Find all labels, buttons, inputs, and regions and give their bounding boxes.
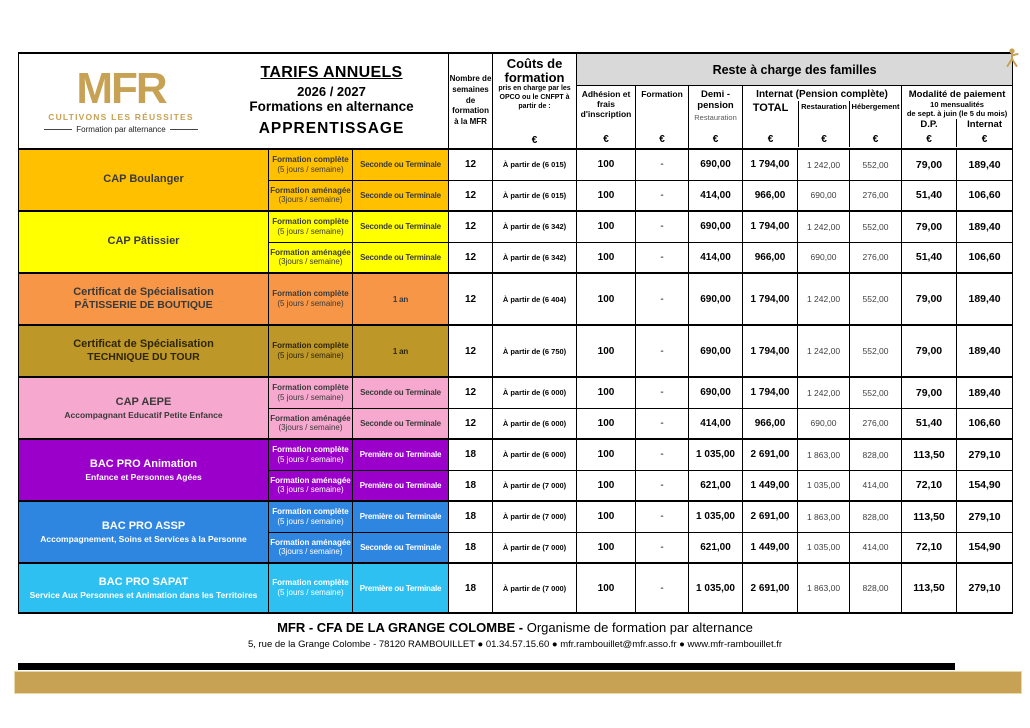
formation-fee-cell: -: [636, 149, 689, 180]
dash-right: [170, 129, 198, 130]
level-cell: Première ou Terminale: [353, 470, 449, 501]
course-subtitle: Accompagnement, Soins et Services à la Personne: [40, 533, 247, 544]
internat-hebergement-cell: 414,00: [850, 470, 902, 501]
internat-hebergement-cell: 828,00: [850, 439, 902, 470]
course-subtitle: PÂTISSERIE DE BOUTIQUE: [74, 299, 213, 312]
adhesion-cell: 100: [577, 149, 636, 180]
adhesion-cell: 100: [577, 408, 636, 439]
internat-total-cell: 966,00: [743, 242, 798, 273]
demi-pension-cell: 690,00: [689, 149, 743, 180]
level-cell: Seconde ou Terminale: [353, 377, 449, 408]
course-subtitle: Enfance et Personnes Agées: [85, 471, 202, 482]
formation-type-sub: (3jours / semaine): [278, 195, 343, 205]
formation-type-cell: [269, 408, 353, 439]
internat-monthly-cell: 189,40: [957, 273, 1013, 325]
euro-sign: €: [603, 134, 609, 146]
formation-fee-cell: -: [636, 532, 689, 563]
formation-fee-cell: -: [636, 408, 689, 439]
level-cell: Première ou Terminale: [353, 501, 449, 532]
internat-total-col: [743, 101, 798, 147]
internat-restauration-cell: 1 035,00: [798, 532, 850, 563]
dp-col: [902, 119, 956, 147]
formation-type-title: Formation complète: [272, 507, 349, 517]
adhesion-cell: 100: [577, 325, 636, 377]
cost-cell: À partir de (6 404): [493, 273, 577, 325]
table-row: [19, 501, 1013, 532]
title-years: 2026 / 2027: [297, 84, 366, 99]
internat-restauration-col: [798, 101, 849, 147]
demi-pension-cell: 1 035,00: [689, 439, 743, 470]
internat-hebergement-cell: 276,00: [850, 180, 902, 211]
formation-fee-cell: -: [636, 325, 689, 377]
table-row: [19, 377, 1013, 408]
internat-hebergement-cell: 276,00: [850, 242, 902, 273]
dp-monthly-cell: 79,00: [902, 149, 957, 180]
demi-pension-header-label: Demi - pension: [697, 89, 734, 112]
demi-pension-cell: 414,00: [689, 242, 743, 273]
table-row: [19, 211, 1013, 242]
internat-monthly-cell: 106,60: [957, 242, 1013, 273]
weeks-cell: 18: [449, 501, 493, 532]
logo-subtitle: [44, 125, 197, 134]
paiement-header-sub2: de sept. à juin (le 5 du mois): [906, 109, 1008, 119]
internat-restauration-label: Restauration: [801, 102, 847, 112]
formation-type-title: Formation aménagée: [270, 413, 351, 423]
adhesion-header: [577, 86, 636, 149]
level-cell: Seconde ou Terminale: [353, 242, 449, 273]
formation-fee-cell: -: [636, 273, 689, 325]
weeks-cell: 12: [449, 211, 493, 242]
formation-type-title: Formation complète: [272, 289, 349, 299]
internat-restauration-cell: 690,00: [798, 408, 850, 439]
internat-total-cell: 966,00: [743, 180, 798, 211]
costs-header: [493, 53, 577, 149]
formation-type-cell: [269, 325, 353, 377]
course-cell: [19, 325, 269, 377]
course-name: CAP AEPE: [115, 395, 172, 408]
dp-monthly-cell: 51,40: [902, 242, 957, 273]
internat-restauration-cell: 1 863,00: [798, 563, 850, 613]
demi-pension-cell: 1 035,00: [689, 501, 743, 532]
formation-type-sub: (5 jours / semaine): [277, 392, 344, 402]
formation-fee-cell: -: [636, 470, 689, 501]
cost-cell: À partir de (7 000): [493, 532, 577, 563]
mfr-logo: [23, 64, 219, 134]
formation-type-title: Formation complète: [272, 445, 349, 455]
cost-cell: À partir de (6 342): [493, 242, 577, 273]
level-cell: Première ou Terminale: [353, 439, 449, 470]
course-cell: [19, 563, 269, 613]
internat-total-label: TOTAL: [752, 102, 789, 115]
course-cell: [19, 273, 269, 325]
internat-hebergement-cell: 552,00: [850, 325, 902, 377]
adhesion-cell: 100: [577, 242, 636, 273]
internat-total-cell: 2 691,00: [743, 501, 798, 532]
course-name: CAP Boulanger: [103, 173, 184, 186]
weeks-cell: 12: [449, 149, 493, 180]
footer-address: 5, rue de la Grange Colombe - 78120 RAMBOUILLET ● 01.34.57.15.60 ● mfr.rambouillet@mfr.asso.fr ● www.mfr-rambouillet.fr: [247, 639, 783, 650]
formation-type-sub: (5 jours / semaine): [277, 226, 344, 236]
internat-paiement-col: [956, 119, 1012, 147]
cost-cell: À partir de (7 000): [493, 470, 577, 501]
internat-total-cell: 2 691,00: [743, 563, 798, 613]
formation-type-sub: (5 jours / semaine): [277, 299, 344, 308]
title-block: [19, 53, 449, 149]
cost-cell: À partir de (6 750): [493, 325, 577, 377]
logo-subtitle-text: Formation par alternance: [76, 124, 166, 134]
formation-type-title: Formation aménagée: [270, 537, 351, 547]
formation-type-title: Formation complète: [272, 341, 349, 351]
internat-monthly-cell: 154,90: [957, 532, 1013, 563]
mfr-logo-text: MFR: [76, 64, 166, 114]
internat-monthly-cell: 279,10: [957, 501, 1013, 532]
formation-type-cell: [269, 273, 353, 325]
internat-restauration-cell: 1 863,00: [798, 501, 850, 532]
weeks-cell: 18: [449, 439, 493, 470]
page-title: [219, 64, 444, 138]
internat-monthly-cell: 189,40: [957, 149, 1013, 180]
formation-fee-cell: -: [636, 377, 689, 408]
internat-total-cell: 966,00: [743, 408, 798, 439]
dp-monthly-cell: 79,00: [902, 377, 957, 408]
formation-type-cell: [269, 563, 353, 613]
dp-monthly-cell: 79,00: [902, 273, 957, 325]
black-bar: [18, 663, 955, 670]
adhesion-header-label: Adhésion et frais d'inscription: [580, 89, 632, 120]
formation-type-title: Formation complète: [272, 155, 349, 165]
demi-pension-cell: 690,00: [689, 377, 743, 408]
formation-type-sub: (5 jours / semaine): [277, 164, 344, 174]
formation-fee-cell: -: [636, 501, 689, 532]
demi-pension-cell: 414,00: [689, 408, 743, 439]
adhesion-cell: 100: [577, 439, 636, 470]
internat-restauration-cell: 690,00: [798, 242, 850, 273]
level-cell: Seconde ou Terminale: [353, 211, 449, 242]
course-cell: [19, 211, 269, 273]
footer-org-rest: Organisme de formation par alternance: [526, 620, 753, 635]
formation-type-sub: (5 jours / semaine): [277, 588, 344, 597]
cost-cell: À partir de (6 000): [493, 439, 577, 470]
dp-label: D.P.: [920, 119, 938, 131]
internat-total-cell: 1 449,00: [743, 470, 798, 501]
dp-monthly-cell: 79,00: [902, 211, 957, 242]
level-cell: Seconde ou Terminale: [353, 180, 449, 211]
course-name: BAC PRO SAPAT: [98, 575, 189, 588]
demi-pension-cell: 690,00: [689, 325, 743, 377]
cost-cell: À partir de (6 342): [493, 211, 577, 242]
formation-type-cell: [269, 149, 353, 180]
internat-hebergement-label: Hébergement: [851, 102, 900, 112]
weeks-cell: 18: [449, 563, 493, 613]
dash-left: [44, 129, 72, 130]
dp-monthly-cell: 51,40: [902, 180, 957, 211]
paiement-header-title: Modalité de paiement: [908, 89, 1006, 101]
euro-sign: €: [981, 134, 988, 146]
table-row: [19, 273, 1013, 325]
internat-monthly-cell: 154,90: [957, 470, 1013, 501]
adhesion-cell: 100: [577, 273, 636, 325]
cost-cell: À partir de (7 000): [493, 563, 577, 613]
weeks-cell: 18: [449, 532, 493, 563]
euro-sign: €: [872, 134, 879, 146]
dp-monthly-cell: 72,10: [902, 532, 957, 563]
course-subtitle: TECHNIQUE DU TOUR: [87, 351, 200, 364]
paiement-header: [902, 86, 1013, 149]
adhesion-cell: 100: [577, 180, 636, 211]
dp-monthly-cell: 51,40: [902, 408, 957, 439]
cost-cell: À partir de (7 000): [493, 501, 577, 532]
formation-type-sub: (5 jours / semaine): [277, 454, 344, 464]
internat-restauration-cell: 1 242,00: [798, 273, 850, 325]
course-subtitle: Service Aux Personnes et Animation dans les Territoires: [29, 589, 258, 600]
adhesion-cell: 100: [577, 377, 636, 408]
internat-hebergement-cell: 552,00: [850, 377, 902, 408]
formation-type-title: Formation complète: [272, 217, 349, 227]
internat-monthly-cell: 106,60: [957, 408, 1013, 439]
formation-type-title: Formation aménagée: [270, 185, 351, 195]
internat-header: [743, 86, 902, 149]
cost-cell: À partir de (6 015): [493, 149, 577, 180]
footer-org-bold: MFR - CFA DE LA GRANGE COLOMBE -: [277, 620, 524, 635]
cost-cell: À partir de (6 000): [493, 408, 577, 439]
internat-hebergement-cell: 552,00: [850, 149, 902, 180]
footer-org-line: [0, 620, 1030, 635]
formation-type-sub: (3jours / semaine): [278, 547, 343, 557]
internat-hebergement-cell: 414,00: [850, 532, 902, 563]
formation-type-cell: [269, 242, 353, 273]
adhesion-cell: 100: [577, 211, 636, 242]
course-name: CAP Pâtissier: [107, 235, 180, 248]
internat-restauration-cell: 1 242,00: [798, 211, 850, 242]
cost-cell: À partir de (6 015): [493, 180, 577, 211]
demi-pension-cell: 621,00: [689, 470, 743, 501]
footer: [0, 620, 1030, 650]
tariff-table: [18, 52, 1013, 614]
course-cell: [19, 377, 269, 439]
course-subtitle: Accompagnant Educatif Petite Enfance: [64, 409, 223, 420]
course-cell: [19, 149, 269, 211]
formation-type-title: Formation aménagée: [270, 247, 351, 257]
euro-sign: €: [659, 134, 665, 146]
course-name: Certificat de Spécialisation: [73, 285, 214, 298]
demi-pension-header: [689, 86, 743, 149]
title-main: TARIFS ANNUELS: [260, 64, 403, 81]
formation-type-cell: [269, 211, 353, 242]
internat-header-title: Internat (Pension complète): [756, 89, 888, 101]
demi-pension-cell: 1 035,00: [689, 563, 743, 613]
internat-hebergement-cell: 552,00: [850, 273, 902, 325]
dp-monthly-cell: 79,00: [902, 325, 957, 377]
formation-fee-cell: -: [636, 242, 689, 273]
course-name: BAC PRO ASSP: [101, 519, 186, 532]
dp-monthly-cell: 113,50: [902, 563, 957, 613]
formation-type-sub: (5 jours / semaine): [277, 516, 344, 526]
internat-total-cell: 1 794,00: [743, 149, 798, 180]
formation-type-sub: (3 jours / semaine): [277, 485, 344, 495]
internat-monthly-cell: 189,40: [957, 377, 1013, 408]
weeks-cell: 12: [449, 273, 493, 325]
internat-monthly-cell: 106,60: [957, 180, 1013, 211]
formation-type-cell: [269, 532, 353, 563]
level-cell: 1 an: [353, 325, 449, 377]
formation-type-cell: [269, 180, 353, 211]
formation-type-cell: [269, 470, 353, 501]
title-line3: Formations en alternance: [249, 99, 414, 114]
demi-pension-cell: 621,00: [689, 532, 743, 563]
weeks-cell: 12: [449, 377, 493, 408]
course-name: Certificat de Spécialisation: [73, 337, 214, 350]
gold-bar: [14, 671, 1022, 694]
internat-total-cell: 1 794,00: [743, 273, 798, 325]
level-cell: Seconde ou Terminale: [353, 149, 449, 180]
table-row: [19, 563, 1013, 613]
formation-header-label: Formation: [641, 89, 683, 100]
internat-hebergement-col: [849, 101, 901, 147]
demi-pension-cell: 690,00: [689, 273, 743, 325]
families-banner: Reste à charge des familles: [577, 53, 1013, 86]
formation-type-sub: (3jours / semaine): [278, 423, 343, 433]
formation-fee-cell: -: [636, 180, 689, 211]
internat-restauration-cell: 690,00: [798, 180, 850, 211]
table-row: [19, 439, 1013, 470]
demi-pension-header-sub: Restauration: [694, 112, 737, 122]
formation-type-cell: [269, 377, 353, 408]
internat-restauration-cell: 1 242,00: [798, 377, 850, 408]
internat-monthly-cell: 189,40: [957, 325, 1013, 377]
internat-monthly-cell: 279,10: [957, 439, 1013, 470]
internat-total-cell: 1 794,00: [743, 211, 798, 242]
costs-header-subtitle: pris en charge par les OPCO ou le CNFPT à partir de :: [498, 85, 571, 110]
internat-hebergement-cell: 276,00: [850, 408, 902, 439]
internat-paiement-label: Internat: [967, 119, 1002, 131]
paiement-header-sub1: 10 mensualités: [930, 100, 984, 110]
formation-type-sub: (5 jours / semaine): [277, 351, 344, 360]
euro-sign: €: [821, 134, 827, 146]
adhesion-cell: 100: [577, 470, 636, 501]
adhesion-cell: 100: [577, 532, 636, 563]
weeks-cell: 12: [449, 242, 493, 273]
formation-header: [636, 86, 689, 149]
internat-monthly-cell: 189,40: [957, 211, 1013, 242]
formation-fee-cell: -: [636, 211, 689, 242]
logo-tagline: CULTIVONS LES RÉUSSITES: [48, 111, 194, 122]
level-cell: Première ou Terminale: [353, 563, 449, 613]
dp-monthly-cell: 113,50: [902, 501, 957, 532]
costs-header-title: Coûts de formation: [504, 56, 565, 85]
euro-sign: €: [712, 134, 719, 146]
euro-sign: €: [926, 134, 932, 146]
dp-monthly-cell: 72,10: [902, 470, 957, 501]
cost-cell: À partir de (6 000): [493, 377, 577, 408]
formation-type-title: Formation aménagée: [270, 475, 351, 485]
internat-monthly-cell: 279,10: [957, 563, 1013, 613]
internat-restauration-cell: 1 035,00: [798, 470, 850, 501]
table-row: [19, 149, 1013, 180]
demi-pension-cell: 690,00: [689, 211, 743, 242]
level-cell: Seconde ou Terminale: [353, 532, 449, 563]
internat-hebergement-cell: 552,00: [850, 211, 902, 242]
internat-total-cell: 1 794,00: [743, 377, 798, 408]
course-cell: [19, 501, 269, 563]
weeks-header: Nombre de semaines de formation à la MFR: [449, 53, 493, 149]
level-cell: 1 an: [353, 273, 449, 325]
weeks-cell: 18: [449, 470, 493, 501]
adhesion-cell: 100: [577, 501, 636, 532]
internat-restauration-cell: 1 242,00: [798, 325, 850, 377]
title-line4: APPRENTISSAGE: [258, 120, 405, 137]
course-name: BAC PRO Animation: [89, 457, 198, 470]
adhesion-cell: 100: [577, 563, 636, 613]
internat-hebergement-cell: 828,00: [850, 563, 902, 613]
weeks-cell: 12: [449, 325, 493, 377]
weeks-cell: 12: [449, 180, 493, 211]
formation-fee-cell: -: [636, 563, 689, 613]
internat-restauration-cell: 1 242,00: [798, 149, 850, 180]
formation-type-title: Formation complète: [272, 578, 349, 588]
internat-total-cell: 1 449,00: [743, 532, 798, 563]
level-cell: Seconde ou Terminale: [353, 408, 449, 439]
course-cell: [19, 439, 269, 501]
weeks-cell: 12: [449, 408, 493, 439]
euro-sign: €: [767, 134, 774, 146]
internat-hebergement-cell: 828,00: [850, 501, 902, 532]
internat-restauration-cell: 1 863,00: [798, 439, 850, 470]
formation-type-cell: [269, 439, 353, 470]
internat-total-cell: 1 794,00: [743, 325, 798, 377]
formation-type-title: Formation complète: [272, 383, 349, 393]
demi-pension-cell: 414,00: [689, 180, 743, 211]
table-row: [19, 325, 1013, 377]
euro-sign: €: [531, 135, 538, 146]
formation-type-sub: (3jours / semaine): [278, 257, 343, 267]
formation-type-cell: [269, 501, 353, 532]
internat-total-cell: 2 691,00: [743, 439, 798, 470]
formation-fee-cell: -: [636, 439, 689, 470]
dp-monthly-cell: 113,50: [902, 439, 957, 470]
